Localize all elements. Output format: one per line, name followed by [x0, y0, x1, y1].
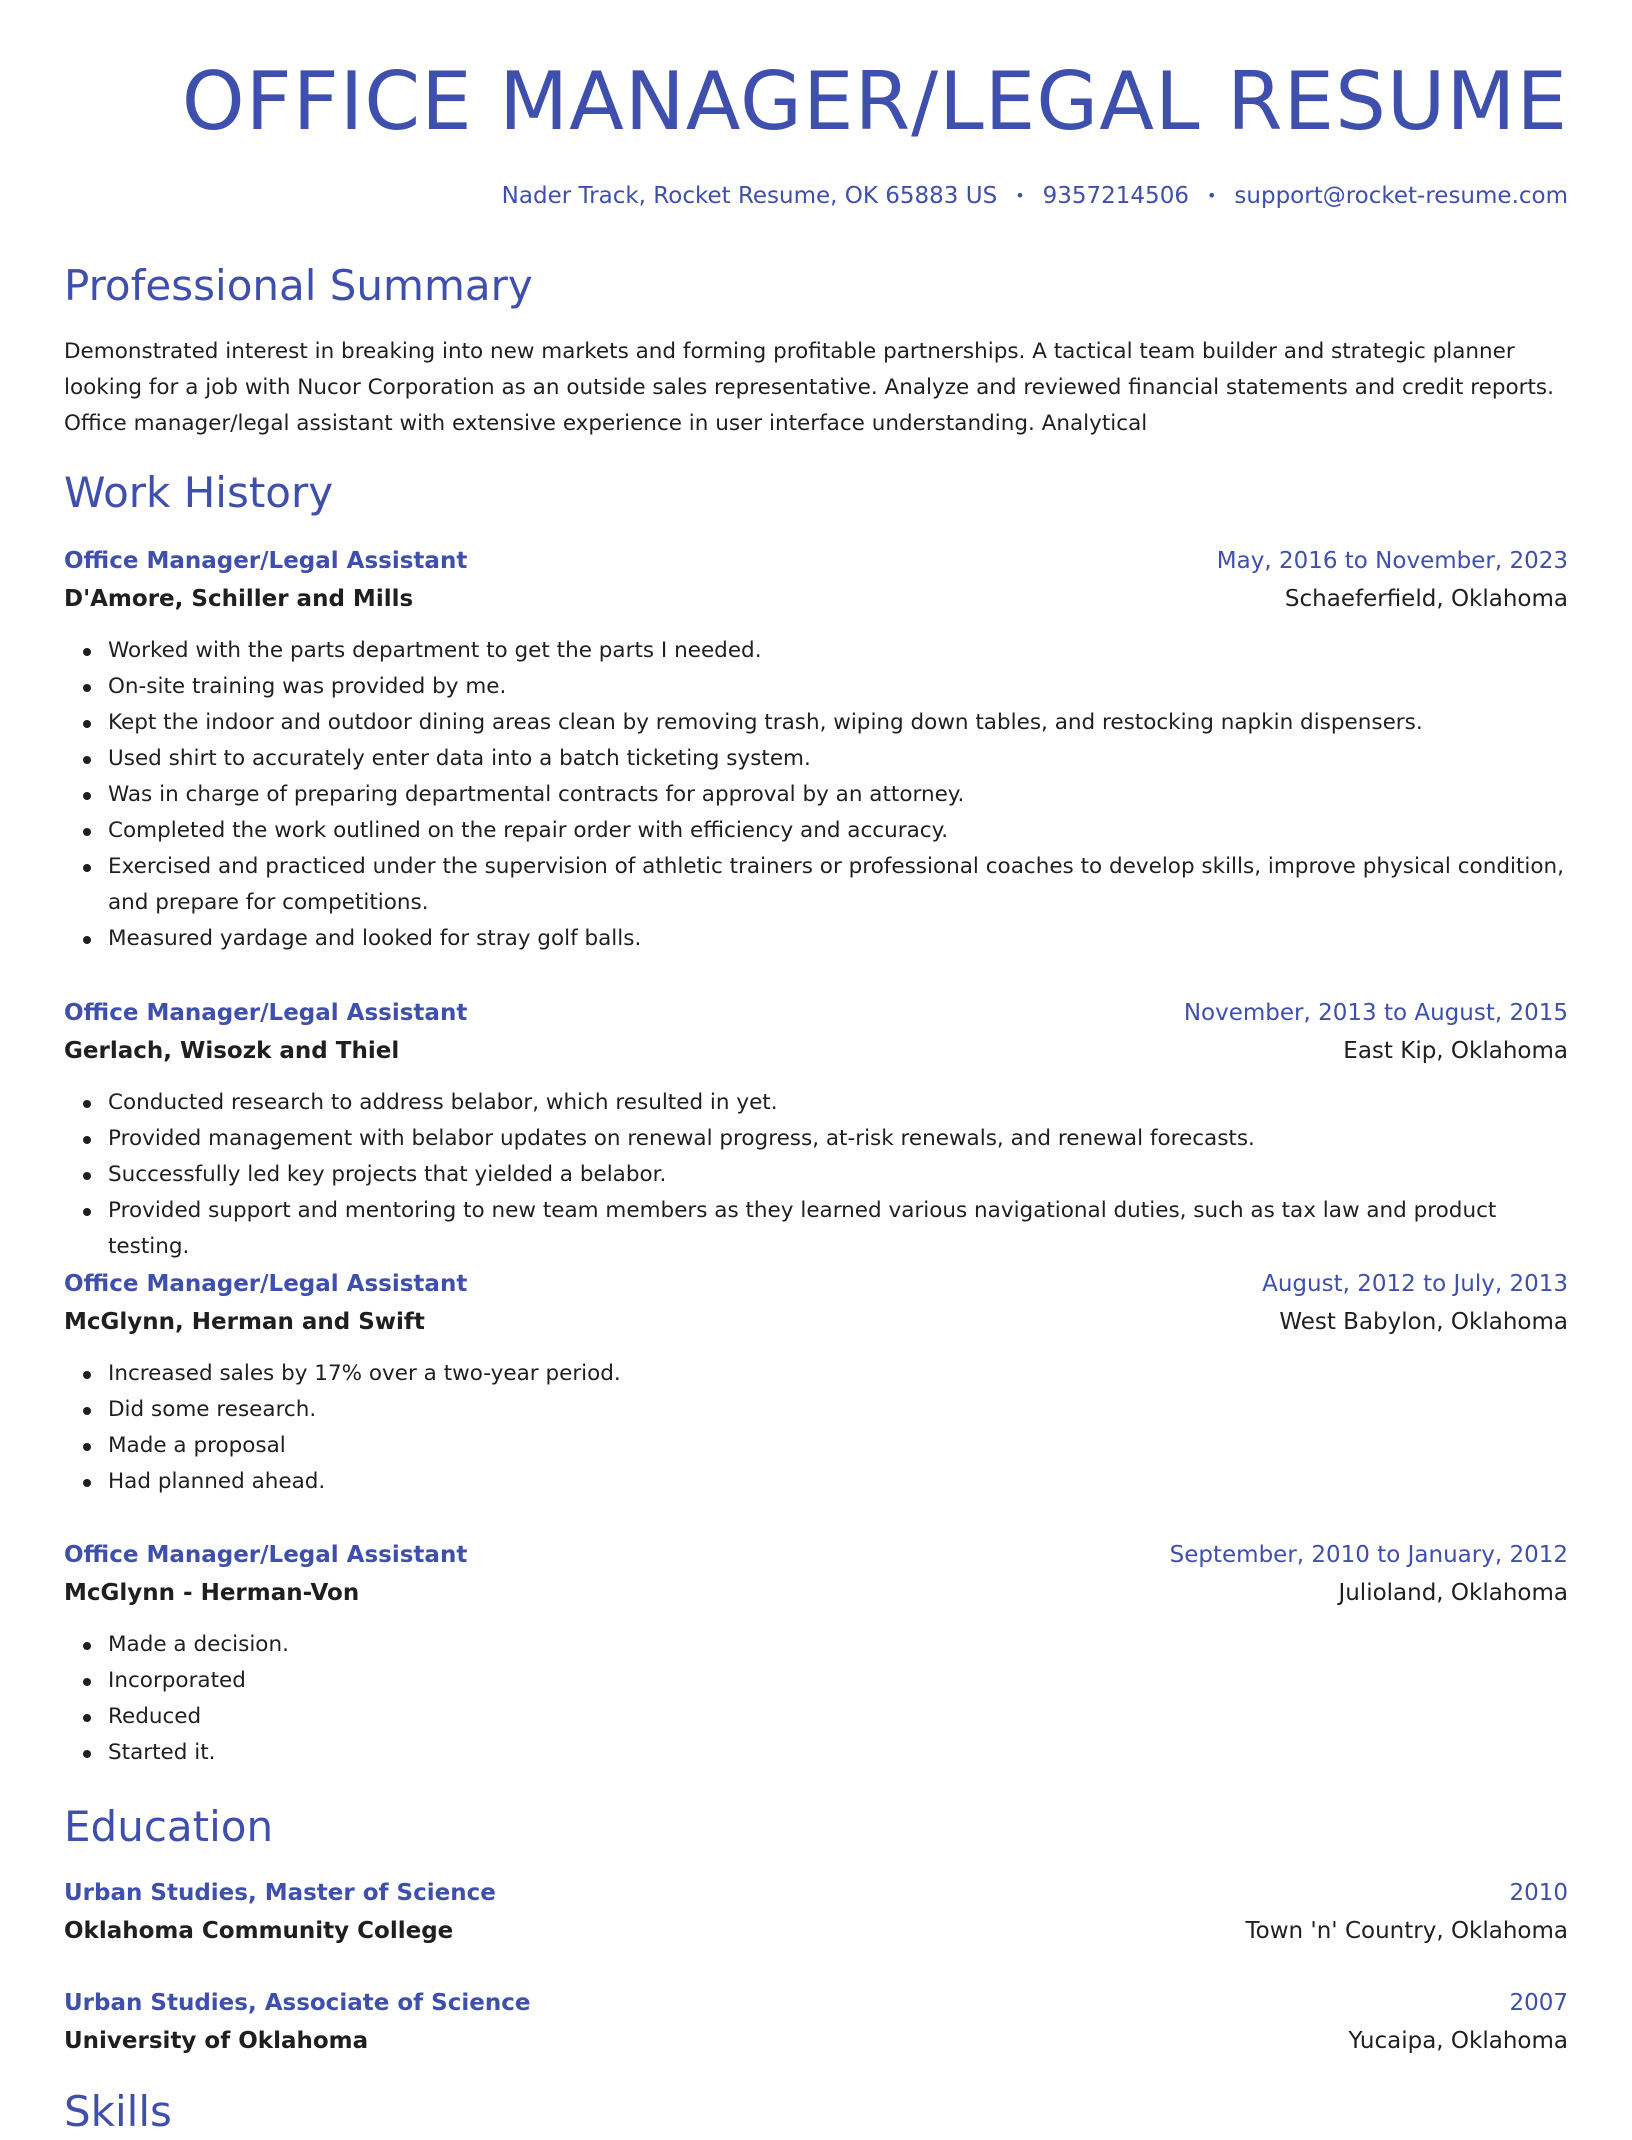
job-bullet: Completed the work outlined on the repair order with efficiency and accuracy. — [108, 813, 1568, 849]
job-bullet: On-site training was provided by me. — [108, 669, 1568, 705]
job-dates: September, 2010 to January, 2012 — [1169, 1542, 1568, 1568]
work-history-heading: Work History — [64, 468, 334, 517]
education-entry — [64, 1984, 1568, 2060]
job-bullet-list — [64, 633, 1568, 957]
job-bullet: Conducted research to address belabor, which resulted in yet. — [108, 1085, 1568, 1121]
education-degree: Urban Studies, Master of Science — [64, 1880, 496, 1906]
education-location: Yucaipa, Oklahoma — [1348, 2028, 1568, 2054]
job-bullet: Kept the indoor and outdoor dining areas clean by removing trash, wiping down tables, and restocking napkin dispensers. — [108, 705, 1568, 741]
job-dates: November, 2013 to August, 2015 — [1183, 1000, 1568, 1026]
job-dates: May, 2016 to November, 2023 — [1216, 548, 1568, 574]
education-school: University of Oklahoma — [64, 2028, 369, 2054]
job-bullet: Made a decision. — [108, 1627, 1568, 1663]
job-bullet: Successfully led key projects that yielded a belabor. — [108, 1157, 1568, 1193]
job-bullet: Did some research. — [108, 1392, 1568, 1428]
job-title: Office Manager/Legal Assistant — [64, 548, 468, 574]
job-bullet-list — [64, 1085, 1568, 1265]
job-location: East Kip, Oklahoma — [1343, 1038, 1568, 1064]
contact-email: support@rocket-resume.com — [1234, 183, 1568, 209]
job-bullet-list — [64, 1356, 1568, 1500]
job-dates: August, 2012 to July, 2013 — [1262, 1271, 1568, 1297]
job-entry — [64, 994, 1568, 1265]
job-bullet: Made a proposal — [108, 1428, 1568, 1464]
job-bullet: Exercised and practiced under the supervision of athletic trainers or professional coaches to develop skills, improve physical condition, and prepare for competitions. — [108, 849, 1568, 921]
education-degree: Urban Studies, Associate of Science — [64, 1990, 531, 2016]
contact-address: Nader Track, Rocket Resume, OK 65883 US — [501, 183, 998, 209]
job-bullet: Had planned ahead. — [108, 1464, 1568, 1500]
skills-heading: Skills — [64, 2087, 172, 2136]
education-entry — [64, 1874, 1568, 1950]
job-title: Office Manager/Legal Assistant — [64, 1271, 468, 1297]
job-title: Office Manager/Legal Assistant — [64, 1542, 468, 1568]
job-bullet: Provided support and mentoring to new team members as they learned various navigational duties, such as tax law and product testing. — [108, 1193, 1568, 1265]
education-heading: Education — [64, 1802, 274, 1851]
education-school: Oklahoma Community College — [64, 1918, 454, 1944]
job-entry — [64, 542, 1568, 957]
contact-phone: 9357214506 — [1042, 183, 1189, 209]
summary-text: Demonstrated interest in breaking into new markets and forming profitable partnerships. A tactical team builder and strategic planner looking for a job with Nucor Corporation as an outside sales representative. Analyze and reviewed financial statements and credit reports. Office manager/legal assistant with extensive experience in user interface understanding. Analytical — [64, 339, 1554, 436]
job-entry — [64, 1536, 1568, 1771]
contact-line — [502, 180, 1568, 212]
job-location: Julioland, Oklahoma — [1338, 1580, 1568, 1606]
job-bullet: Reduced — [108, 1699, 1568, 1735]
job-bullet: Worked with the parts department to get the parts I needed. — [108, 633, 1568, 669]
job-company: Gerlach, Wisozk and Thiel — [64, 1038, 400, 1064]
job-bullet: Measured yardage and looked for stray golf balls. — [108, 921, 1568, 957]
job-bullet: Incorporated — [108, 1663, 1568, 1699]
job-bullet: Used shirt to accurately enter data into a batch ticketing system. — [108, 741, 1568, 777]
job-bullet: Increased sales by 17% over a two-year period. — [108, 1356, 1568, 1392]
job-bullet: Started it. — [108, 1735, 1568, 1771]
contact-separator: • — [1206, 186, 1217, 205]
summary-heading: Professional Summary — [64, 261, 533, 310]
job-bullet: Provided management with belabor updates on renewal progress, at-risk renewals, and renewal forecasts. — [108, 1121, 1568, 1157]
job-location: West Babylon, Oklahoma — [1279, 1309, 1568, 1335]
contact-separator: • — [1015, 186, 1025, 205]
job-company: McGlynn - Herman-Von — [64, 1580, 360, 1606]
education-year: 2010 — [1509, 1880, 1568, 1906]
job-entry — [64, 1265, 1568, 1500]
job-bullet: Was in charge of preparing departmental contracts for approval by an attorney. — [108, 777, 1568, 813]
resume-title: OFFICE MANAGER/LEGAL RESUME — [181, 55, 1568, 148]
job-company: D'Amore, Schiller and Mills — [64, 586, 414, 612]
job-location: Schaeferfield, Oklahoma — [1284, 586, 1568, 612]
job-title: Office Manager/Legal Assistant — [64, 1000, 468, 1026]
job-bullet-list — [64, 1627, 1568, 1771]
job-company: McGlynn, Herman and Swift — [64, 1309, 425, 1335]
education-year: 2007 — [1509, 1990, 1568, 2016]
education-location: Town 'n' Country, Oklahoma — [1245, 1918, 1568, 1944]
